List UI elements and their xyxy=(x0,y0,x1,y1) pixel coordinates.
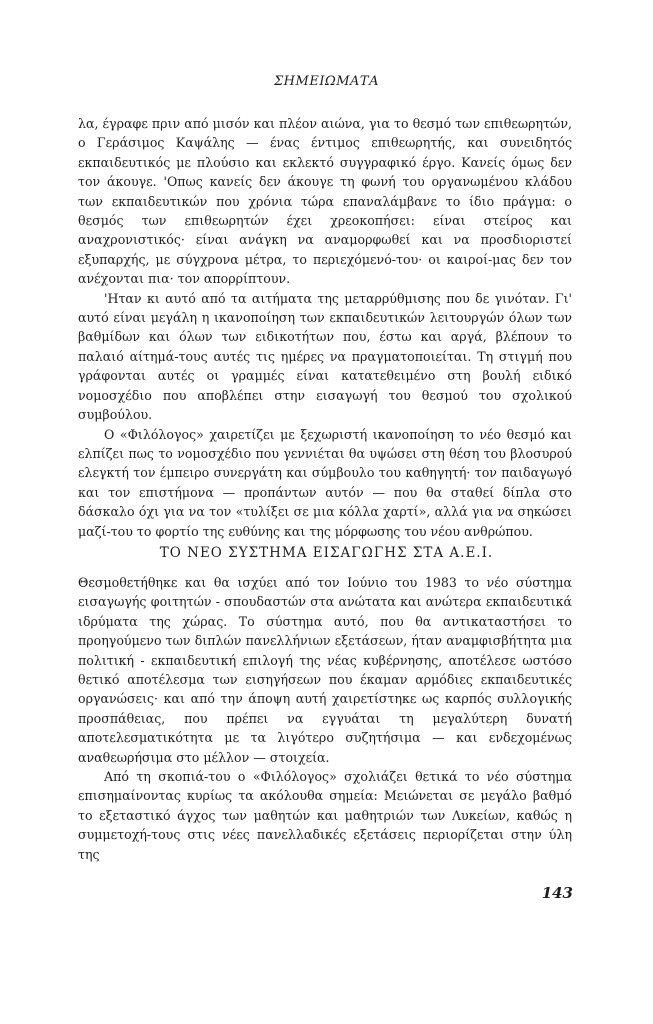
paragraph: Ο «Φιλόλογος» χαιρετίζει με ξεχωριστή ικανοποίηση το νέο θεσμό και ελπίζει πως το νομοσχέδιο που γεννιέται θα υψώσει στη θέση του βλοσυρού ελεγκτή τον έμπειρο συνεργάτη και σύμβουλο του καθηγητή· τον παιδαγωγό και τον επιστήμονα — προπάντων αυτόν — που θα σταθεί δίπλα στο δάσκαλο όχι για να τον «τυλίξει σε μια κόλλα χαρτί», αλλά για να σηκώσει μαζί-του το φορτίο της ευθύνης και της μόρφωσης του νέου ανθρώπου. xyxy=(78,426,572,539)
section-heading: ΤΟ ΝΕΟ ΣΥΣΤΗΜΑ ΕΙΣΑΓΩΓΗΣ ΣΤΑ Α.Ε.Ι. xyxy=(159,545,494,561)
section-epitheorites xyxy=(78,114,572,541)
running-header: ΣΗΜΕΙΩΜΑΤΑ xyxy=(273,74,379,89)
paragraph: Θεσμοθετήθηκε και θα ισχύει από τον Ιούνιο του 1983 το νέο σύστημα εισαγωγής φοιτητών - σπουδαστών στα ανώτατα και ανώτερα εκπαιδευτικά ιδρύματα της χώρας. Το σύστημα αυτό, που θα αντικαταστήσει το προηγούμενο των διπλών πανελλήνιων εξετάσεων, ήταν αναμφισβήτητα μια πολιτική - εκπαιδευτική επιλογή της νέας κυβέρνησης, αποτέλεσε ωστόσο θετικό αποτέλεσμα των εισηγήσεων που έκαμαν αρμόδιες εκπαιδευτικές οργανώσεις· και από την άποψη αυτή χαιρετίστηκε ως καρπός συλλογικής προσπάθειας, που πρέπει να εγγυάται τη μεγαλύτερη δυνατή αποτελεσματικότητα με τα λιγότερο συζητήσιμα — και ενδεχομένως αναθεωρήσιμα στο μέλλον — στοιχεία. xyxy=(78,575,572,765)
page-number: 143 xyxy=(541,884,573,902)
paragraph: Από τη σκοπιά-του ο «Φιλόλογος» σχολιάζει θετικά το νέο σύστημα επισημαίνοντας κυρίως τα ακόλουθα σημεία: Μειώνεται σε μεγάλο βαθμό το εξεταστικό άγχος των μαθητών και μαθητριών των Λυκείων, καθώς η συμμετοχή-τους στις νέες πανελλαδικές εξετάσεις περιορίζεται στην ύλη της xyxy=(78,769,572,862)
paragraph: λα, έγραφε πριν από μισόν και πλέον αιώνα, για το θεσμό των επιθεωρητών, ο Γεράσιμος Καψάλης — ένας έντιμος επιθεωρητής, και συνειδητός εκπαιδευτικός με πλούσιο και εκλεκτό συγγραφικό έργο. Κανείς όμως δεν τον άκουγε. 'Οπως κανείς δεν άκουγε τη φωνή του οργανωμένου κλάδου των εκπαιδευτικών που χρόνια τώρα επαναλάμβανε το ίδιο πράγμα: ο θεσμός των επιθεωρητών έχει χρεοκοπήσει: είναι στείρος και αναχρονιστικός· είναι ανάγκη να αναμορφωθεί και να προσδιοριστεί εξυπαρχής, με σύγχρονα μέτρα, το περιεχόμενό-του· οι καιροί-μας δεν τον ανέχονται πια· τον απορρίπτουν. xyxy=(78,116,572,287)
section-eisagogi xyxy=(78,573,572,864)
paragraph: 'Ηταν κι αυτό από τα αιτήματα της μεταρρύθμισης που δε γινόταν. Γι' αυτό είναι μεγάλη η ικανοποίηση των εκπαιδευτικών λειτουργών όλων των βαθμίδων και όλων των ειδικοτήτων που, έστω και αργά, βλέπουν το παλαιό αίτημά-τους αυτές τις ημέρες να πραγματοποιείται. Τη στιγμή που γράφονται αυτές οι γραμμές είναι κατατεθειμένο στη βουλή ειδικό νομοσχέδιο που αποβλέπει στην εισαγωγή του θεσμού του σχολικού συμβούλου. xyxy=(78,290,572,423)
